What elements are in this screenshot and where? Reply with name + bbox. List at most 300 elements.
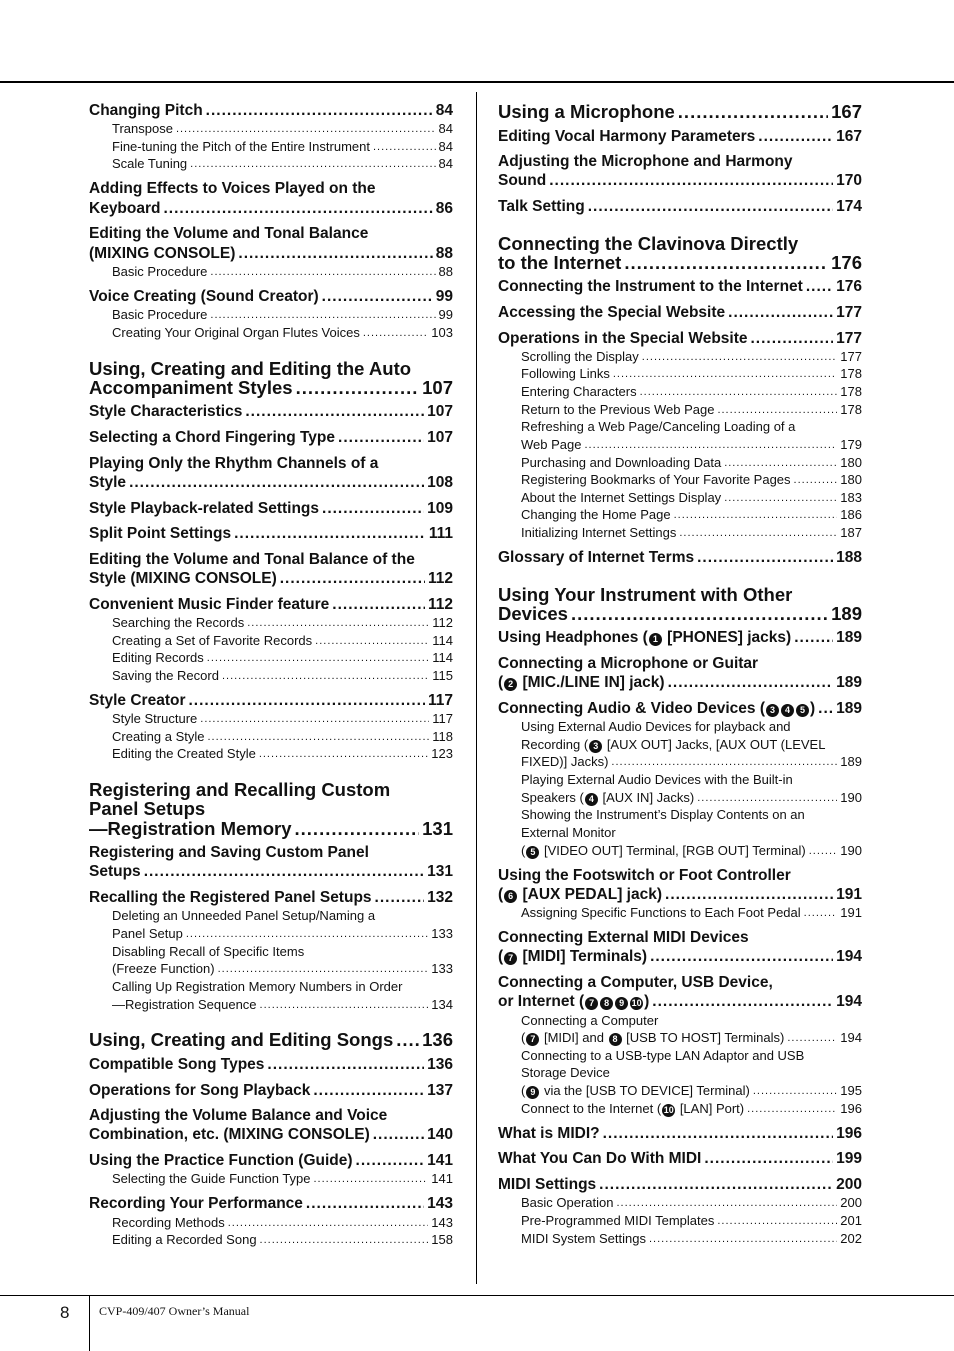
toc-entry-title: Voice Creating (Sound Creator) — [89, 288, 319, 305]
toc-entry-title: Web Page — [521, 437, 582, 452]
toc-entry[interactable] — [89, 1081, 453, 1100]
toc-entry-title: Connecting the Instrument to the Internet — [498, 278, 803, 295]
toc-page-number: 103 — [431, 325, 453, 340]
dot-leader — [259, 745, 428, 763]
toc-entry[interactable] — [89, 287, 453, 306]
toc-subentry[interactable] — [498, 1012, 862, 1030]
toc-entry[interactable] — [89, 402, 453, 421]
toc-entry-title: Connecting a Computer — [521, 1013, 659, 1028]
dot-leader — [200, 710, 429, 728]
number-badge-icon: 7 — [504, 952, 517, 965]
toc-entry-title: Transpose — [112, 121, 173, 136]
toc-subentry[interactable] — [498, 904, 862, 922]
toc-subentry[interactable] — [89, 649, 453, 667]
toc-entry-title: Using Your Instrument with Other — [498, 584, 793, 605]
toc-entry-title: Style — [89, 474, 127, 491]
toc-subentry[interactable] — [498, 506, 862, 524]
toc-page-number: 189 — [836, 700, 862, 717]
toc-page-number: 191 — [840, 905, 862, 920]
toc-page-number: 111 — [428, 525, 453, 542]
toc-page-number: 158 — [431, 1232, 453, 1247]
number-badge-icon: 5 — [526, 846, 539, 859]
dot-leader — [717, 401, 837, 419]
toc-page-number: 178 — [840, 384, 862, 399]
dot-leader — [753, 1082, 837, 1100]
toc-page-number: 189 — [836, 674, 862, 691]
toc-entry[interactable] — [89, 1194, 453, 1213]
dot-leader — [332, 595, 425, 614]
toc-page-number: 117 — [427, 692, 453, 709]
toc-entry-title: Using, Creating and Editing Songs — [89, 1029, 394, 1050]
toc-entry[interactable] — [89, 888, 453, 907]
toc-entry-title: Creating a Style — [112, 729, 205, 744]
dot-leader — [588, 197, 833, 216]
dot-leader — [611, 753, 837, 771]
toc-page-number: 194 — [836, 948, 862, 965]
toc-entry-title: Compatible Song Types — [89, 1056, 265, 1073]
toc-entry-title: or Internet ( 7 8 9 10 ) — [498, 993, 650, 1010]
page-number: 8 — [60, 1303, 70, 1322]
toc-subentry[interactable] — [498, 824, 862, 842]
number-badge-icon: 7 — [526, 1033, 539, 1046]
dot-leader — [652, 992, 833, 1011]
toc-entry[interactable] — [498, 197, 862, 216]
toc-entry-title: Operations in the Special Website — [498, 330, 748, 347]
dot-leader — [640, 383, 838, 401]
dot-leader — [188, 691, 425, 710]
toc-subentry[interactable] — [498, 365, 862, 383]
toc-entry-title: Basic Procedure — [112, 307, 208, 322]
toc-subentry[interactable] — [498, 736, 862, 754]
toc-page-number: 202 — [840, 1231, 862, 1246]
toc-page-number: 99 — [435, 288, 453, 305]
toc-entry-title: Entering Characters — [521, 384, 637, 399]
number-badge-icon: 2 — [504, 678, 517, 691]
toc-subentry[interactable] — [89, 306, 453, 324]
number-badge-icon: 1 — [649, 633, 662, 646]
toc-entry-title: Talk Setting — [498, 198, 585, 215]
toc-entry-title: MIDI System Settings — [521, 1231, 646, 1246]
toc-subentry[interactable] — [89, 960, 453, 978]
dot-leader — [751, 329, 834, 348]
toc-entry[interactable] — [498, 329, 862, 348]
toc-entry-title: Using a Microphone — [498, 101, 675, 122]
toc-entry-title: FIXED)] Jacks) — [521, 754, 609, 769]
dot-leader — [704, 1149, 833, 1168]
dot-leader — [787, 1029, 837, 1047]
toc-heading[interactable] — [89, 377, 453, 399]
toc-page-number: 183 — [840, 490, 862, 505]
toc-entry[interactable] — [498, 127, 862, 146]
number-badge-icon: 8 — [609, 1033, 622, 1046]
toc-subentry[interactable] — [89, 1170, 453, 1188]
toc-entry[interactable] — [498, 1149, 862, 1168]
toc-page-number: 114 — [432, 650, 453, 665]
toc-entry-title: Panel Setup — [112, 926, 183, 941]
toc-page-number: 190 — [840, 843, 862, 858]
toc-page-number: 84 — [438, 121, 453, 136]
toc-heading[interactable] — [89, 798, 453, 820]
toc-subentry[interactable] — [498, 718, 862, 736]
toc-entry-title: Using the Footswitch or Foot Controller — [498, 867, 791, 884]
toc-page-number: 137 — [427, 1082, 453, 1099]
toc-page-number: 132 — [427, 889, 453, 906]
toc-entry-title: ( 9 via the [USB TO DEVICE] Terminal) — [521, 1083, 750, 1098]
toc-entry-title: Registering and Recalling Custom — [89, 779, 391, 800]
dot-leader — [356, 1151, 425, 1170]
dot-leader — [724, 454, 837, 472]
toc-entry-title: Glossary of Internet Terms — [498, 549, 695, 566]
toc-entry[interactable] — [498, 699, 862, 718]
toc-entry-title: Style Playback-related Settings — [89, 500, 320, 517]
toc-entry-title: Style Structure — [112, 711, 198, 726]
toc-subentry[interactable] — [498, 789, 862, 807]
number-badge-icon: 9 — [615, 997, 628, 1010]
toc-page-number: 143 — [427, 1195, 453, 1212]
toc-entry-title: Recalling the Registered Panel Setups — [89, 889, 372, 906]
toc-subentry[interactable] — [498, 524, 862, 542]
dot-leader — [315, 632, 429, 650]
toc-subentry[interactable] — [498, 418, 862, 436]
toc-entry-title: Editing the Volume and Tonal Balance of the — [89, 551, 415, 568]
toc-entry[interactable] — [89, 691, 453, 710]
toc-entry-title: Calling Up Registration Memory Numbers in Order — [112, 979, 403, 994]
toc-entry[interactable] — [89, 473, 453, 492]
toc-page-number: 115 — [432, 668, 453, 683]
number-badge-icon: 9 — [526, 1086, 539, 1099]
toc-subentry[interactable] — [89, 324, 453, 342]
toc-page-number: 178 — [840, 402, 862, 417]
dot-leader — [210, 306, 435, 324]
toc-subentry[interactable] — [498, 753, 862, 771]
toc-entry-title: Connecting Audio & Video Devices ( 3 4 5 ) — [498, 700, 816, 717]
dot-leader — [674, 506, 838, 524]
toc-entry-title: (MIXING CONSOLE) — [89, 245, 236, 262]
toc-subentry[interactable] — [498, 771, 862, 789]
toc-subentry[interactable] — [89, 925, 453, 943]
toc-entry[interactable] — [498, 303, 862, 322]
toc-subentry[interactable] — [89, 632, 453, 650]
number-badge-icon: 10 — [631, 998, 642, 1008]
dot-leader — [665, 885, 833, 904]
toc-entry[interactable] — [89, 1055, 453, 1074]
toc-entry[interactable] — [89, 595, 453, 614]
toc-subentry[interactable] — [498, 471, 862, 489]
toc-entry-title: Selecting a Chord Fingering Type — [89, 429, 336, 446]
toc-entry[interactable] — [498, 885, 862, 904]
toc-entry[interactable] — [89, 454, 453, 473]
toc-page-number: 136 — [427, 1056, 453, 1073]
toc-page-number: 190 — [840, 790, 862, 805]
toc-page-number: 109 — [427, 500, 453, 517]
dot-leader — [584, 436, 837, 454]
toc-entry-title: Purchasing and Downloading Data — [521, 455, 722, 470]
toc-subentry[interactable] — [89, 120, 453, 138]
toc-entry[interactable] — [89, 224, 453, 243]
toc-entry-title: What is MIDI? — [498, 1125, 600, 1142]
toc-page-number: 179 — [840, 437, 862, 452]
toc-page-number: 117 — [432, 711, 453, 726]
toc-subentry[interactable] — [498, 842, 862, 860]
toc-page-number: 84 — [438, 139, 453, 154]
toc-page-number: 167 — [831, 101, 862, 122]
number-badge-icon: 3 — [766, 704, 779, 717]
toc-subentry[interactable] — [89, 614, 453, 632]
toc-entry[interactable] — [89, 1106, 453, 1125]
toc-entry-title: Showing the Instrument’s Display Contents on an — [521, 807, 805, 822]
toc-entry[interactable] — [498, 654, 862, 673]
toc-entry-title: Creating a Set of Favorite Records — [112, 633, 313, 648]
toc-page-number: 88 — [435, 245, 453, 262]
toc-entry-title: Basic Procedure — [112, 264, 208, 279]
toc-page-number: 200 — [836, 1176, 862, 1193]
dot-leader — [363, 324, 428, 342]
toc-page-number: 99 — [438, 307, 453, 322]
toc-subentry[interactable] — [89, 943, 453, 961]
toc-subentry[interactable] — [498, 436, 862, 454]
dot-leader — [295, 818, 420, 840]
toc-entry[interactable] — [498, 152, 862, 171]
toc-subentry[interactable] — [89, 710, 453, 728]
dot-leader — [818, 699, 833, 718]
toc-heading[interactable] — [89, 1029, 453, 1051]
toc-entry-title: Speakers ( 4 [AUX IN] Jacks) — [521, 790, 695, 805]
dot-leader — [245, 402, 424, 421]
toc-subentry[interactable] — [498, 1047, 862, 1065]
toc-subentry[interactable] — [498, 1100, 862, 1118]
dot-leader — [804, 904, 838, 922]
dot-leader — [668, 673, 834, 692]
dot-leader — [280, 569, 425, 588]
toc-entry-title: Return to the Previous Web Page — [521, 402, 715, 417]
toc-page-number: 112 — [427, 596, 453, 613]
toc-entry-title: Convenient Music Finder feature — [89, 596, 330, 613]
dot-leader — [314, 1170, 429, 1188]
dot-leader — [549, 171, 833, 190]
toc-subentry[interactable] — [498, 489, 862, 507]
toc-page-number: 180 — [840, 472, 862, 487]
toc-entry[interactable] — [498, 673, 862, 692]
toc-entry-title: Editing a Recorded Song — [112, 1232, 257, 1247]
dot-leader — [642, 348, 838, 366]
toc-entry[interactable] — [89, 179, 453, 198]
toc-heading[interactable] — [498, 252, 862, 274]
toc-page-number: 141 — [427, 1152, 453, 1169]
toc-entry[interactable] — [89, 199, 453, 218]
dot-leader — [296, 377, 420, 399]
toc-subentry[interactable] — [89, 263, 453, 281]
dot-leader — [207, 649, 429, 667]
dot-leader — [649, 1230, 837, 1248]
toc-entry[interactable] — [498, 928, 862, 947]
dot-leader — [794, 628, 833, 647]
toc-entry-title: Refreshing a Web Page/Canceling Loading of a — [521, 419, 796, 434]
toc-subentry[interactable] — [89, 978, 453, 996]
toc-page-number: 141 — [431, 1171, 453, 1186]
toc-entry-title: Operations for Song Playback — [89, 1082, 311, 1099]
toc-entry-title: Editing the Created Style — [112, 746, 256, 761]
toc-subentry[interactable] — [498, 1230, 862, 1248]
toc-subentry[interactable] — [498, 401, 862, 419]
toc-subentry[interactable] — [89, 138, 453, 156]
toc-page-number: 140 — [427, 1126, 453, 1143]
toc-entry[interactable] — [89, 499, 453, 518]
toc-subentry[interactable] — [89, 1231, 453, 1249]
toc-heading[interactable] — [498, 603, 862, 625]
dot-leader — [260, 996, 429, 1014]
toc-page-number: 194 — [836, 993, 862, 1010]
toc-entry-title: ( 7 [MIDI] and 8 [USB TO HOST] Terminals) — [521, 1030, 785, 1045]
toc-entry-title: Saving the Record — [112, 668, 219, 683]
toc-page-number: 189 — [831, 603, 862, 624]
toc-entry-title: Recording Your Performance — [89, 1195, 303, 1212]
toc-page-number: 180 — [840, 455, 862, 470]
dot-leader — [717, 1212, 837, 1230]
toc-subentry[interactable] — [89, 667, 453, 685]
toc-subentry[interactable] — [498, 1194, 862, 1212]
toc-page-number: 107 — [422, 377, 453, 398]
toc-entry-title: Recording ( 3 [AUX OUT] Jacks, [AUX OUT (LEVEL — [521, 737, 826, 752]
column-divider — [476, 92, 477, 1284]
toc-entry[interactable] — [89, 244, 453, 263]
toc-entry[interactable] — [498, 992, 862, 1011]
toc-entry-title: Style Creator — [89, 692, 186, 709]
dot-leader — [267, 1055, 424, 1074]
toc-entry-title: Style (MIXING CONSOLE) — [89, 570, 277, 587]
dot-leader — [234, 524, 426, 543]
toc-entry[interactable] — [498, 866, 862, 885]
toc-heading[interactable] — [498, 101, 862, 123]
toc-entry-title: Fine-tuning the Pitch of the Entire Instrument — [112, 139, 370, 154]
dot-leader — [322, 499, 424, 518]
toc-page-number: 86 — [435, 200, 453, 217]
footer-rule — [0, 1295, 954, 1296]
toc-page-number: 188 — [836, 549, 862, 566]
toc-subentry[interactable] — [498, 1029, 862, 1047]
number-badge-icon: 4 — [585, 793, 598, 806]
manual-title: CVP-409/407 Owner’s Manual — [99, 1304, 250, 1318]
toc-page-number: 167 — [836, 128, 862, 145]
toc-entry-title: Connecting a Microphone or Guitar — [498, 655, 759, 672]
toc-subentry[interactable] — [89, 907, 453, 925]
toc-entry[interactable] — [89, 843, 453, 862]
toc-subentry[interactable] — [498, 806, 862, 824]
toc-page-number: 187 — [840, 525, 862, 540]
dot-leader — [373, 1125, 424, 1144]
toc-entry-title: to the Internet — [498, 252, 622, 273]
toc-entry-title: Following Links — [521, 366, 610, 381]
toc-heading[interactable] — [89, 818, 453, 840]
toc-entry-title: Using, Creating and Editing the Auto — [89, 358, 412, 379]
toc-entry-title: ( 7 [MIDI] Terminals) — [498, 948, 648, 965]
toc-page-number: 123 — [431, 746, 453, 761]
toc-page-number: 191 — [836, 886, 862, 903]
toc-page-number: 189 — [836, 629, 862, 646]
toc-entry[interactable] — [498, 1175, 862, 1194]
top-rule — [0, 81, 954, 83]
toc-entry-title: Editing the Volume and Tonal Balance — [89, 225, 369, 242]
toc-entry-title: ( 6 [AUX PEDAL] jack) — [498, 886, 663, 903]
dot-leader — [613, 365, 837, 383]
dot-leader — [129, 473, 424, 492]
toc-entry[interactable] — [89, 524, 453, 543]
toc-entry-title: Pre-Programmed MIDI Templates — [521, 1213, 715, 1228]
toc-page-number: 131 — [427, 863, 453, 880]
toc-entry-title: Adjusting the Volume Balance and Voice — [89, 1107, 388, 1124]
toc-entry[interactable] — [89, 569, 453, 588]
toc-entry-title: Playing Only the Rhythm Channels of a — [89, 455, 379, 472]
toc-entry[interactable] — [498, 628, 862, 647]
toc-entry-title: Connecting a Computer, USB Device, — [498, 974, 773, 991]
toc-page-number: 177 — [840, 349, 862, 364]
dot-leader — [758, 127, 833, 146]
toc-entry-title: Disabling Recall of Specific Items — [112, 944, 305, 959]
toc-entry-title: Deleting an Unneeded Panel Setup/Naming a — [112, 908, 376, 923]
toc-entry-title: Storage Device — [521, 1065, 610, 1080]
toc-entry-title: External Monitor — [521, 825, 616, 840]
toc-page-number: 178 — [840, 366, 862, 381]
toc-entry-title: Registering Bookmarks of Your Favorite Pages — [521, 472, 791, 487]
toc-subentry[interactable] — [89, 996, 453, 1014]
toc-subentry[interactable] — [498, 1064, 862, 1082]
toc-subentry[interactable] — [89, 728, 453, 746]
toc-subentry[interactable] — [89, 155, 453, 173]
dot-leader — [186, 925, 428, 943]
toc-subentry[interactable] — [498, 348, 862, 366]
toc-page-number: 88 — [438, 264, 453, 279]
toc-entry-title: Sound — [498, 172, 547, 189]
toc-page-number: 189 — [840, 754, 862, 769]
dot-leader — [322, 287, 433, 306]
toc-entry[interactable] — [498, 973, 862, 992]
toc-entry-title: Using External Audio Devices for playback and — [521, 719, 791, 734]
toc-entry-title: Initializing Internet Settings — [521, 525, 677, 540]
toc-entry[interactable] — [89, 428, 453, 447]
toc-subentry[interactable] — [498, 383, 862, 401]
dot-leader — [260, 1231, 429, 1249]
toc-subentry[interactable] — [498, 454, 862, 472]
dot-leader — [728, 303, 833, 322]
dot-leader — [571, 603, 828, 625]
dot-leader — [210, 263, 435, 281]
toc-page-number: 114 — [432, 633, 453, 648]
dot-leader — [218, 960, 429, 978]
toc-entry-title: MIDI Settings — [498, 1176, 597, 1193]
toc-subentry[interactable] — [89, 1214, 453, 1232]
toc-page-number: 112 — [427, 570, 453, 587]
toc-entry[interactable] — [498, 277, 862, 296]
toc-subentry[interactable] — [498, 1212, 862, 1230]
toc-subentry[interactable] — [89, 745, 453, 763]
toc-entry[interactable] — [498, 1124, 862, 1143]
toc-entry[interactable] — [89, 862, 453, 881]
toc-entry[interactable] — [498, 947, 862, 966]
toc-entry-title: Connect to the Internet ( 10 [LAN] Port) — [521, 1101, 745, 1116]
toc-entry[interactable] — [89, 101, 453, 120]
toc-entry[interactable] — [498, 171, 862, 190]
toc-entry-title: Using Headphones ( 1 [PHONES] jacks) — [498, 629, 792, 646]
toc-entry[interactable] — [89, 1125, 453, 1144]
dot-leader — [313, 1081, 424, 1100]
toc-page-number: 176 — [831, 252, 862, 273]
toc-entry-title: Creating Your Original Organ Flutes Voices — [112, 325, 360, 340]
toc-entry[interactable] — [89, 1151, 453, 1170]
toc-page-number: 107 — [427, 403, 453, 420]
toc-entry[interactable] — [498, 548, 862, 567]
toc-subentry[interactable] — [498, 1082, 862, 1100]
toc-entry[interactable] — [89, 550, 453, 569]
dot-leader — [338, 428, 424, 447]
